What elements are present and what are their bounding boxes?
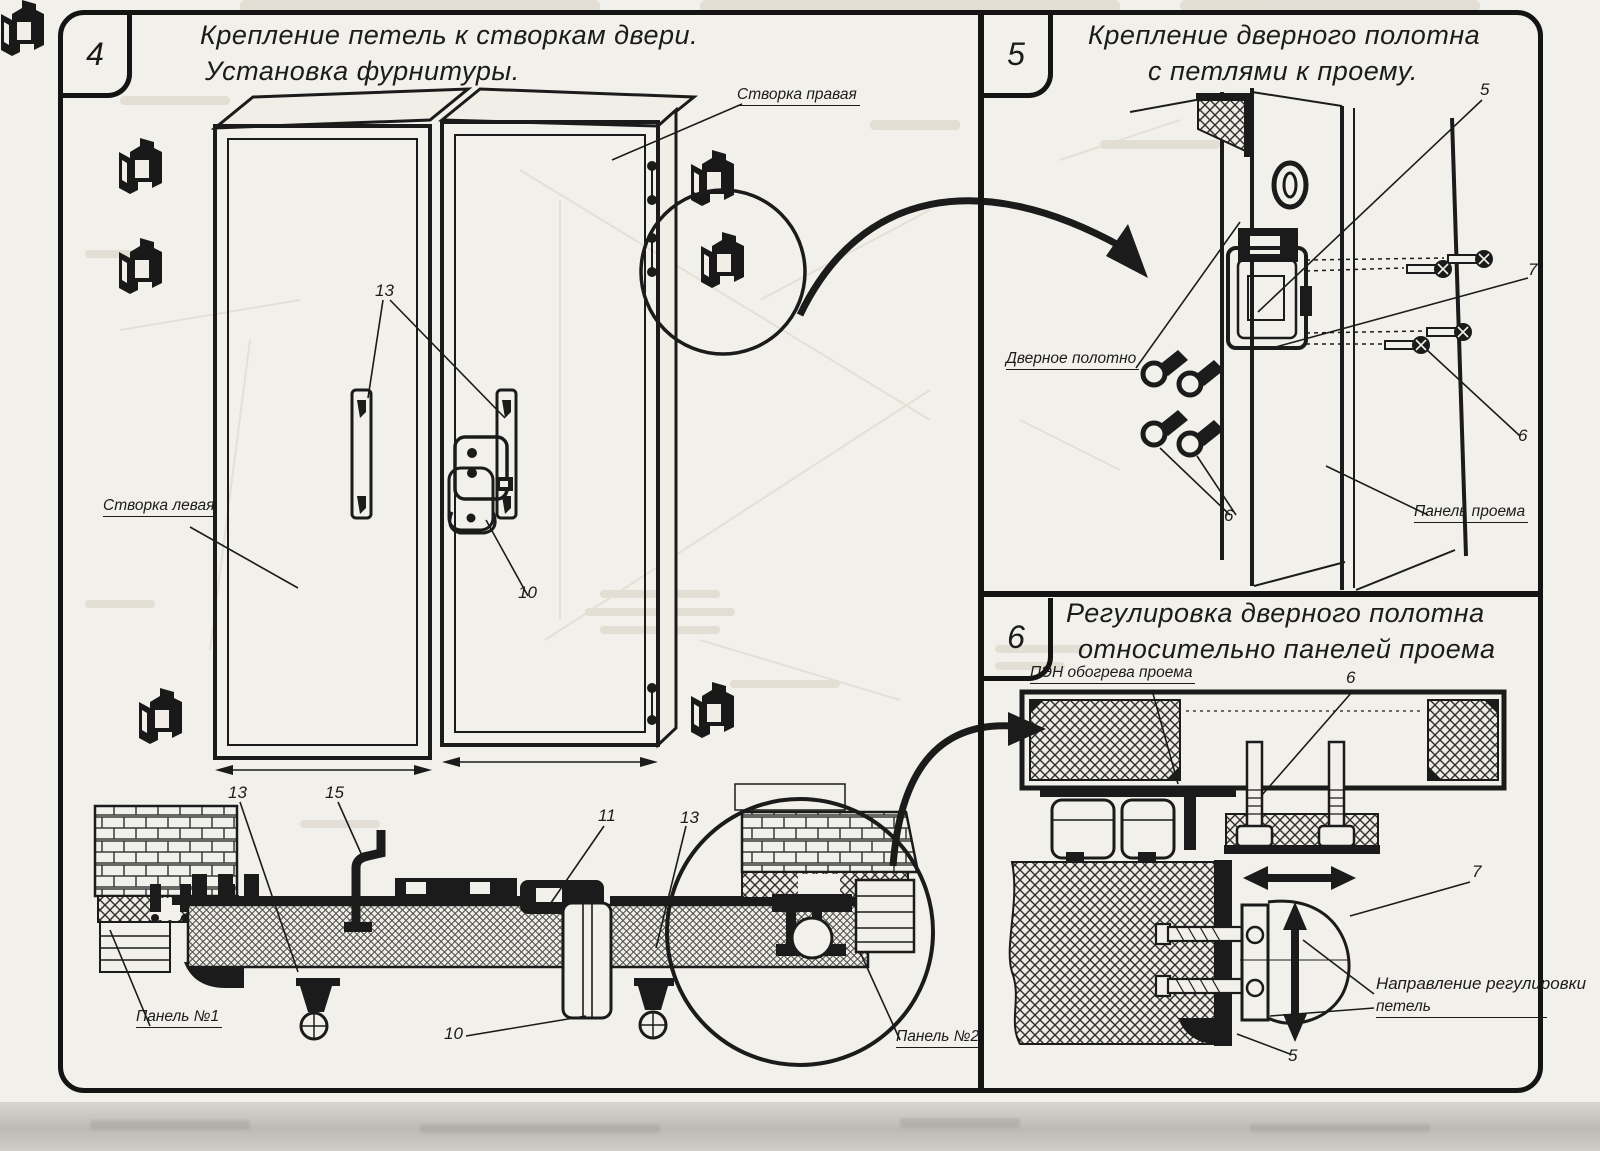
callout-13-section-left: 13	[228, 783, 247, 802]
label-left-leaf: Створка левая	[103, 497, 217, 517]
callout-6-bolt: 6	[1346, 668, 1356, 687]
label-door-leaf: Дверное полотно	[1006, 350, 1139, 370]
panel5-number-tab	[984, 15, 1053, 98]
label-panel-2: Панель №2	[896, 1028, 982, 1048]
panel4-title-line2: Установка фурнитуры.	[205, 56, 520, 86]
callout-11-latch: 11	[598, 806, 616, 825]
label-adjust-direction-line2: петель	[1376, 998, 1547, 1018]
panel6-title-line1: Регулировка дверного полотна	[1066, 598, 1485, 628]
callout-5-doorleaf: 5	[1480, 80, 1490, 99]
panel6-number: 6	[1007, 618, 1025, 655]
label-heater: ПЭН обогрева проема	[1030, 664, 1195, 684]
label-opening-panel: Панель проема	[1414, 503, 1528, 523]
panel5-number: 5	[1007, 35, 1025, 72]
label-right-leaf: Створка правая	[737, 86, 860, 106]
callout-13-hinge-plates: 13	[375, 281, 394, 300]
callout-7-hinge-adjust: 7	[1472, 862, 1482, 881]
panel-divider-vertical	[978, 10, 984, 1093]
callout-10-section: 10	[444, 1024, 463, 1043]
scan-edge-band	[0, 1102, 1600, 1151]
panel4-title-line1: Крепление петель к створкам двери.	[200, 20, 699, 50]
panel5-title-line1: Крепление дверного полотна	[1088, 20, 1481, 50]
callout-10-handle: 10	[518, 583, 537, 602]
sheet-frame	[58, 10, 1543, 1093]
callout-15-bracket: 15	[325, 783, 344, 802]
label-panel-1: Панель №1	[136, 1008, 222, 1028]
label-adjust-direction-line1: Направление регулировки	[1376, 974, 1587, 993]
callout-7-hinge: 7	[1528, 260, 1538, 279]
callout-6-screws-left: 6	[1224, 506, 1234, 525]
callout-5-bracket: 5	[1288, 1046, 1298, 1065]
panel-divider-horizontal	[980, 591, 1538, 597]
callout-6-screws-right: 6	[1518, 426, 1528, 445]
panel4-number: 4	[86, 35, 104, 72]
callout-13-section-right: 13	[680, 808, 699, 827]
panel4-number-tab	[63, 15, 132, 98]
panel5-title-line2: с петлями к проему.	[1148, 56, 1418, 86]
panel6-title-line2: относительно панелей проема	[1078, 634, 1496, 664]
